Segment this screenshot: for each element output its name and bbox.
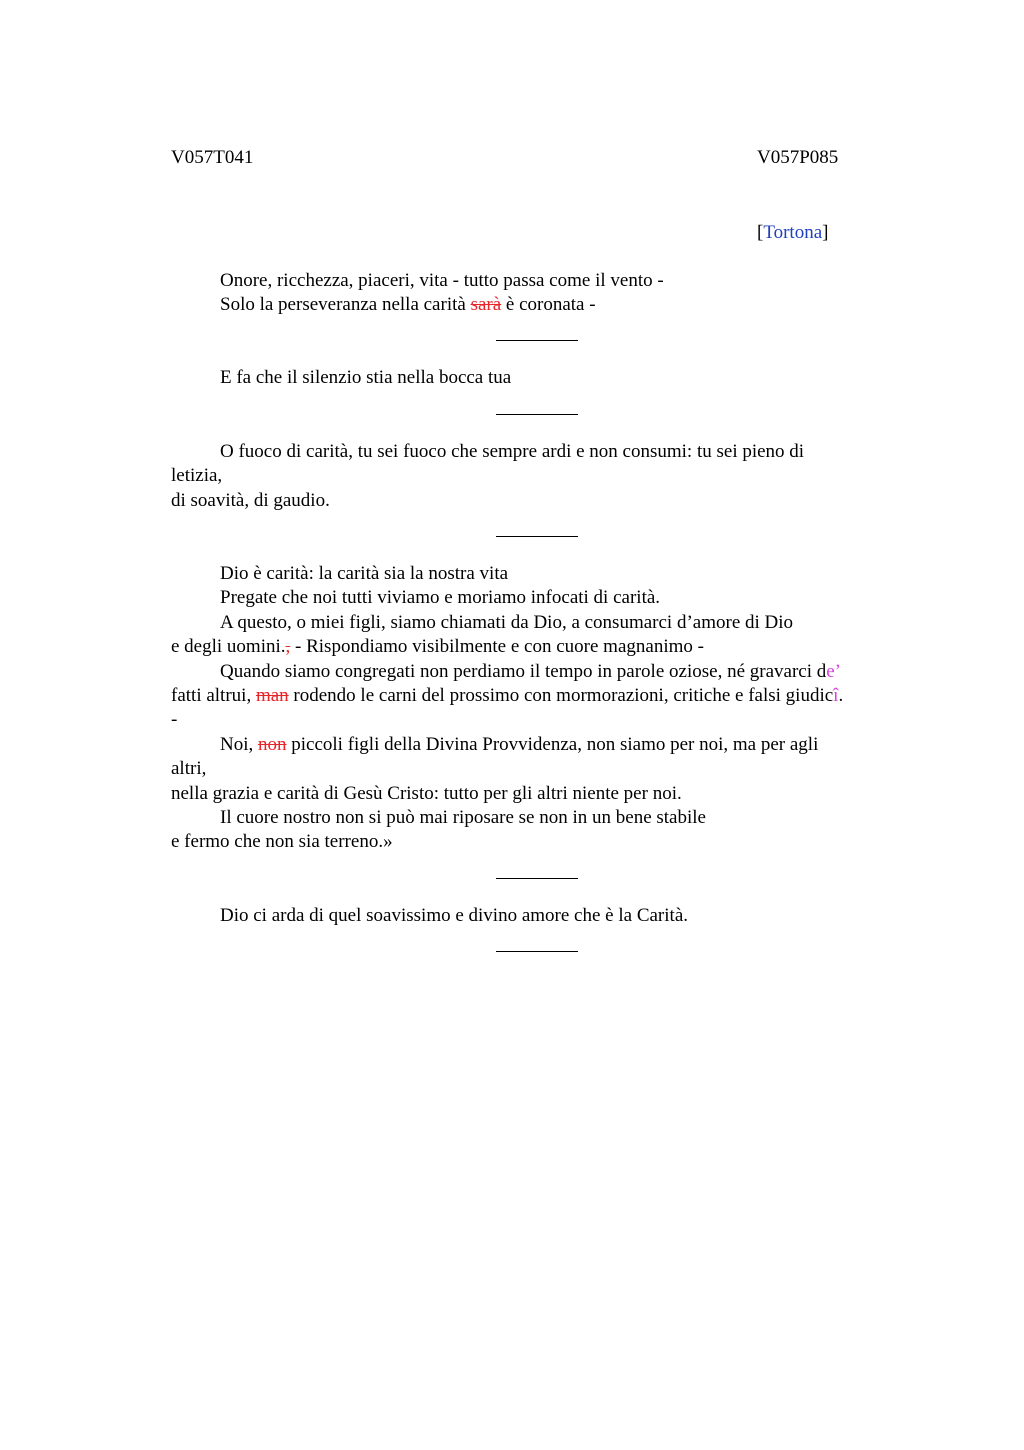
text-line (171, 293, 931, 317)
deleted-text: man (255, 685, 289, 707)
text-span: fatti altrui, (171, 685, 256, 707)
text-line (171, 660, 931, 684)
text-span: e degli uomini. (171, 636, 286, 658)
place-note (757, 221, 828, 245)
text-line (171, 733, 931, 757)
inserted-text: î (833, 685, 839, 707)
text-span: rodendo le carni del prossimo con mormorazioni, critiche e falsi giudic (288, 685, 834, 707)
text-line: nella grazia e carità di Gesù Cristo: tutto per gli altri niente per noi. (171, 782, 682, 804)
paragraph-block-2 (171, 366, 931, 390)
text-line: Dio è carità: la carità sia la nostra vita (220, 563, 509, 584)
text-line: Il cuore nostro non si può mai riposare se non in un bene stabile (220, 807, 706, 829)
deleted-text: sarà (470, 294, 502, 316)
text-line: e fermo che non sia terreno.» (171, 831, 393, 853)
text-span: Noi, (220, 733, 258, 755)
text-line: Pregate che noi tutti viviamo e moriamo infocati di carità. (220, 587, 661, 609)
text-span: . (838, 685, 844, 707)
document-code-left: V057T041 (171, 147, 254, 168)
paragraph-block-3 (171, 440, 931, 513)
deleted-text: non (258, 733, 287, 755)
text-line: A questo, o miei figli, siamo chiamati da Dio, a consumarci d’amore di Dio (220, 611, 794, 633)
text-line: Onore, ricchezza, piaceri, vita - tutto passa come il vento - (220, 270, 664, 291)
paragraph-block-4 (171, 562, 931, 855)
section-divider (496, 536, 578, 537)
paragraph-block-5 (171, 904, 931, 928)
inserted-text: e’ (826, 660, 841, 682)
section-divider (496, 951, 578, 952)
text-line: altri, (171, 758, 207, 780)
text-span: - Rispondiamo visibilmente e con cuore magnanimo - (290, 636, 704, 658)
deleted-text: , (285, 636, 291, 658)
text-line: di soavità, di gaudio. (171, 489, 330, 511)
text-line: letizia, (171, 465, 223, 487)
place-close-bracket: ] (822, 222, 829, 243)
text-span: Solo la perseveranza nella carità (220, 294, 471, 316)
text-line: - (171, 709, 178, 731)
text-line: Dio ci arda di quel soavissimo e divino amore che è la Carità. (220, 905, 688, 926)
place-open-bracket: [ (757, 222, 764, 243)
section-divider (496, 878, 578, 879)
text-span: Quando siamo congregati non perdiamo il tempo in parole oziose, né gravarci d (220, 660, 827, 682)
paragraph-block-1 (171, 269, 931, 318)
text-line: E fa che il silenzio stia nella bocca tua (220, 367, 512, 388)
text-span: piccoli figli della Divina Provvidenza, non siamo per noi, ma per agli (286, 733, 819, 755)
page-code-right: V057P085 (757, 147, 839, 168)
section-divider (496, 414, 578, 415)
text-line (171, 635, 931, 659)
place-name-link[interactable]: Tortona (763, 222, 823, 243)
section-divider (496, 340, 578, 341)
text-line (171, 684, 931, 708)
text-span: è coronata - (501, 294, 596, 316)
text-line: O fuoco di carità, tu sei fuoco che sempre ardi e non consumi: tu sei pieno di (220, 441, 805, 462)
